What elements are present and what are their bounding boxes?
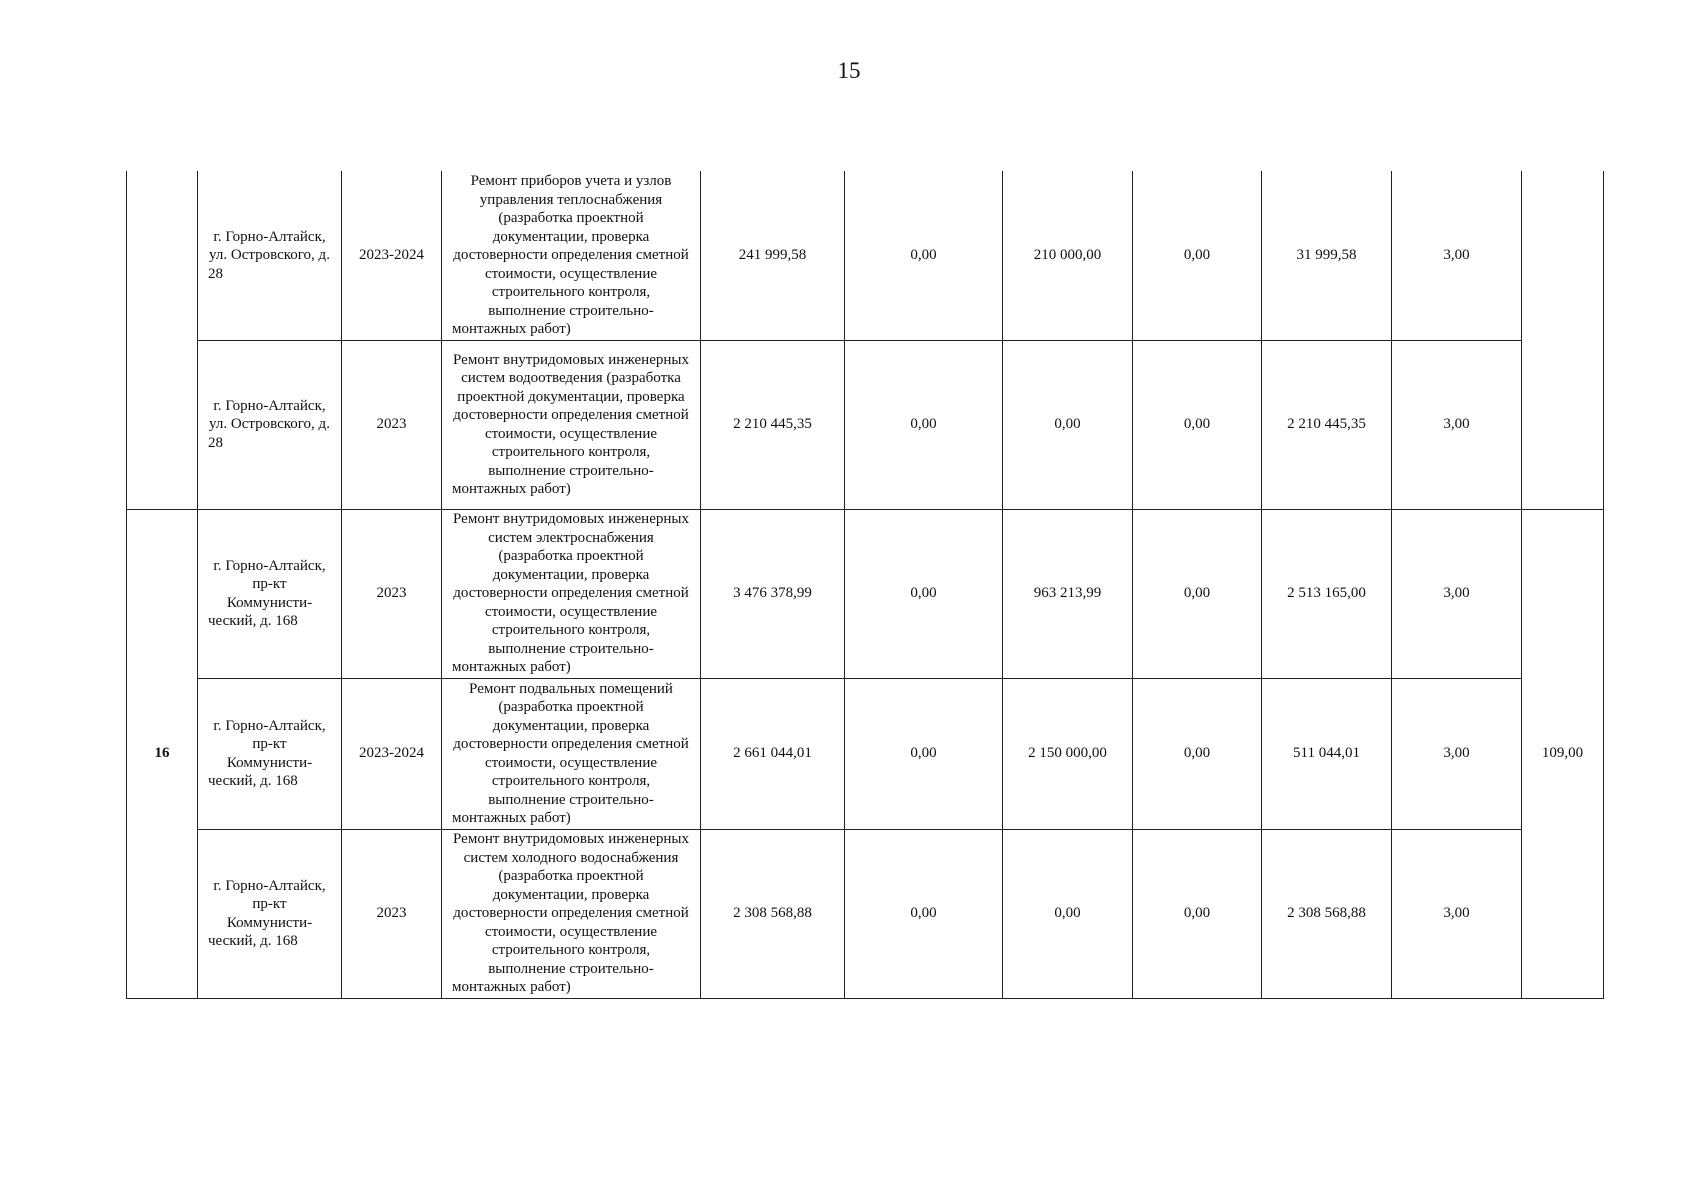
amount-cell: 511 044,01 bbox=[1262, 678, 1392, 829]
amount-cell: 0,00 bbox=[845, 678, 1003, 829]
amount-cell: 0,00 bbox=[1133, 678, 1262, 829]
amount-cell: 0,00 bbox=[1133, 340, 1262, 509]
years-cell: 2023-2024 bbox=[342, 678, 442, 829]
amount-cell: 0,00 bbox=[1003, 829, 1133, 998]
address-cell: г. Горно-Алтайск, пр-кт Коммунисти-ческий, д. 168 bbox=[198, 509, 342, 678]
address-cell: г. Горно-Алтайск, пр-кт Коммунисти-ческий, д. 168 bbox=[198, 829, 342, 998]
work-description-cell: Ремонт внутридомовых инженерных систем водоотведения (разработка проектной документации, проверка достоверности определения сметной стоимости, осуществление строительного контроля, выполнение строительно-монтажных работ) bbox=[442, 340, 701, 509]
table-row bbox=[127, 171, 1604, 340]
table-row bbox=[127, 678, 1604, 829]
total-cost-cell: 2 661 044,01 bbox=[701, 678, 845, 829]
years-cell: 2023 bbox=[342, 829, 442, 998]
group-total-cell bbox=[1522, 171, 1604, 509]
amount-cell: 2 150 000,00 bbox=[1003, 678, 1133, 829]
amount-cell: 31 999,58 bbox=[1262, 171, 1392, 340]
rate-cell: 3,00 bbox=[1392, 509, 1522, 678]
work-description-cell: Ремонт внутридомовых инженерных систем электроснабжения (разработка проектной документации, проверка достоверности определения сметной стоимости, осуществление строительного контроля, выполнение строительно-монтажных работ) bbox=[442, 509, 701, 678]
amount-cell: 0,00 bbox=[1133, 509, 1262, 678]
amount-cell: 0,00 bbox=[845, 340, 1003, 509]
amount-cell: 0,00 bbox=[1133, 829, 1262, 998]
years-cell: 2023 bbox=[342, 340, 442, 509]
total-cost-cell: 241 999,58 bbox=[701, 171, 845, 340]
address-cell: г. Горно-Алтайск, ул. Островского, д. 28 bbox=[198, 340, 342, 509]
rate-cell: 3,00 bbox=[1392, 340, 1522, 509]
rate-cell: 3,00 bbox=[1392, 829, 1522, 998]
amount-cell: 0,00 bbox=[1133, 171, 1262, 340]
object-number-cell: 16 bbox=[127, 509, 198, 998]
amount-cell: 0,00 bbox=[845, 509, 1003, 678]
amount-cell: 2 210 445,35 bbox=[1262, 340, 1392, 509]
address-cell: г. Горно-Алтайск, ул. Островского, д. 28 bbox=[198, 171, 342, 340]
total-cost-cell: 2 308 568,88 bbox=[701, 829, 845, 998]
rate-cell: 3,00 bbox=[1392, 171, 1522, 340]
total-cost-cell: 3 476 378,99 bbox=[701, 509, 845, 678]
years-cell: 2023-2024 bbox=[342, 171, 442, 340]
page-number: 15 bbox=[837, 58, 861, 83]
amount-cell: 0,00 bbox=[845, 171, 1003, 340]
amount-cell: 0,00 bbox=[1003, 340, 1133, 509]
table-row bbox=[127, 509, 1604, 678]
work-description-cell: Ремонт приборов учета и узлов управления теплоснабжения (разработка проектной документации, проверка достоверности определения сметной стоимости, осуществление строительного контроля, выполнение строительно-монтажных работ) bbox=[442, 171, 701, 340]
table-row bbox=[127, 829, 1604, 998]
rate-cell: 3,00 bbox=[1392, 678, 1522, 829]
work-description-cell: Ремонт внутридомовых инженерных систем холодного водоснабжения (разработка проектной документации, проверка достоверности определения сметной стоимости, осуществление строительного контроля, выполнение строительно-монтажных работ) bbox=[442, 829, 701, 998]
amount-cell: 2 513 165,00 bbox=[1262, 509, 1392, 678]
amount-cell: 0,00 bbox=[845, 829, 1003, 998]
table-row bbox=[127, 340, 1604, 509]
years-cell: 2023 bbox=[342, 509, 442, 678]
amount-cell: 963 213,99 bbox=[1003, 509, 1133, 678]
address-cell: г. Горно-Алтайск, пр-кт Коммунисти-ческий, д. 168 bbox=[198, 678, 342, 829]
amount-cell: 2 308 568,88 bbox=[1262, 829, 1392, 998]
group-total-cell: 109,00 bbox=[1522, 509, 1604, 998]
total-cost-cell: 2 210 445,35 bbox=[701, 340, 845, 509]
work-description-cell: Ремонт подвальных помещений (разработка проектной документации, проверка достоверности определения сметной стоимости, осуществление строительного контроля, выполнение строительно-монтажных работ) bbox=[442, 678, 701, 829]
object-number-cell bbox=[127, 171, 198, 509]
repair-program-table bbox=[126, 171, 1604, 999]
amount-cell: 210 000,00 bbox=[1003, 171, 1133, 340]
